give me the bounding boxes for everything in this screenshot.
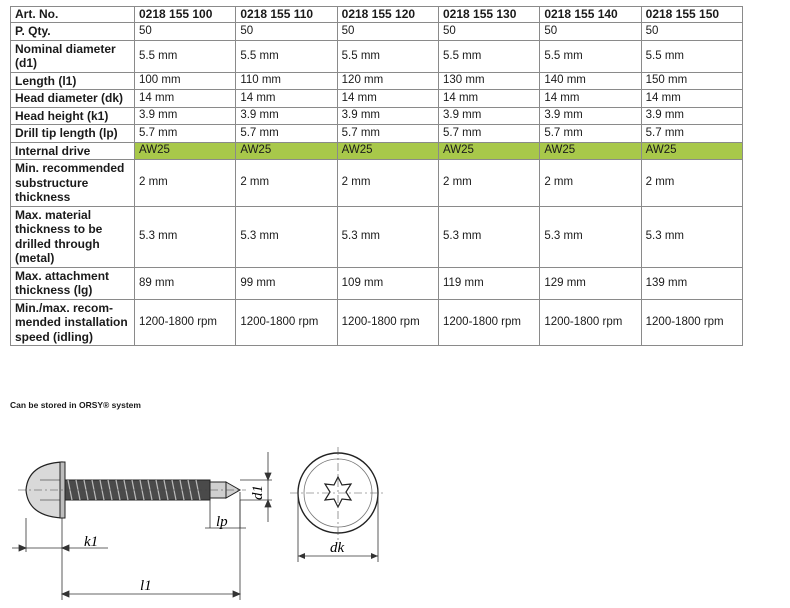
cell: 5.3 mm <box>641 206 742 267</box>
header-col: 0218 155 150 <box>641 7 742 23</box>
row-label: Max. attachment thickness (lg) <box>11 267 135 299</box>
cell: 2 mm <box>641 160 742 207</box>
table-row <box>11 90 743 108</box>
storage-note: Can be stored in ORSY® system <box>10 400 141 410</box>
row-label: Drill tip length (lp) <box>11 125 135 143</box>
cell: 5.3 mm <box>337 206 438 267</box>
cell: 50 <box>337 23 438 41</box>
cell: 5.7 mm <box>540 125 641 143</box>
cell: 140 mm <box>540 72 641 90</box>
cell: AW25 <box>337 142 438 160</box>
row-label: P. Qty. <box>11 23 135 41</box>
cell: 100 mm <box>135 72 236 90</box>
row-label: Max. material thickness to be drilled through (metal) <box>11 206 135 267</box>
cell: 1200-1800 rpm <box>337 299 438 346</box>
screw-technical-drawing <box>0 420 790 608</box>
cell: AW25 <box>438 142 539 160</box>
cell: 5.5 mm <box>641 40 742 72</box>
cell: 1200-1800 rpm <box>540 299 641 346</box>
cell: 14 mm <box>438 90 539 108</box>
cell: 130 mm <box>438 72 539 90</box>
cell: 3.9 mm <box>236 107 337 125</box>
cell: AW25 <box>641 142 742 160</box>
table-row <box>11 267 743 299</box>
header-col: 0218 155 120 <box>337 7 438 23</box>
label-d1: d1 <box>250 485 266 500</box>
header-label: Art. No. <box>11 7 135 23</box>
cell: 2 mm <box>135 160 236 207</box>
row-label: Head diameter (dk) <box>11 90 135 108</box>
cell: 2 mm <box>337 160 438 207</box>
cell: 5.5 mm <box>438 40 539 72</box>
row-label: Internal drive <box>11 142 135 160</box>
cell: 109 mm <box>337 267 438 299</box>
cell: 14 mm <box>641 90 742 108</box>
cell: 5.7 mm <box>135 125 236 143</box>
row-label: Min. recommended substructure thickness <box>11 160 135 207</box>
row-label: Nominal diameter (d1) <box>11 40 135 72</box>
cell: 5.5 mm <box>337 40 438 72</box>
cell: 119 mm <box>438 267 539 299</box>
cell: 89 mm <box>135 267 236 299</box>
cell: 2 mm <box>540 160 641 207</box>
table-row-highlighted <box>11 142 743 160</box>
cell: 5.3 mm <box>135 206 236 267</box>
cell: AW25 <box>540 142 641 160</box>
cell: 5.7 mm <box>438 125 539 143</box>
cell: 129 mm <box>540 267 641 299</box>
table-row <box>11 23 743 41</box>
header-col: 0218 155 140 <box>540 7 641 23</box>
cell: 5.7 mm <box>337 125 438 143</box>
cell: 5.5 mm <box>540 40 641 72</box>
cell: 3.9 mm <box>540 107 641 125</box>
cell: AW25 <box>236 142 337 160</box>
cell: 139 mm <box>641 267 742 299</box>
cell: AW25 <box>135 142 236 160</box>
header-col: 0218 155 110 <box>236 7 337 23</box>
cell: 1200-1800 rpm <box>236 299 337 346</box>
cell: 50 <box>540 23 641 41</box>
cell: 1200-1800 rpm <box>438 299 539 346</box>
table-row <box>11 107 743 125</box>
row-label: Head height (k1) <box>11 107 135 125</box>
cell: 2 mm <box>236 160 337 207</box>
cell: 3.9 mm <box>438 107 539 125</box>
table-header-row <box>11 7 743 23</box>
cell: 120 mm <box>337 72 438 90</box>
cell: 150 mm <box>641 72 742 90</box>
table-row <box>11 160 743 207</box>
cell: 5.5 mm <box>236 40 337 72</box>
cell: 5.7 mm <box>641 125 742 143</box>
label-k1: k1 <box>84 534 99 550</box>
header-col: 0218 155 130 <box>438 7 539 23</box>
cell: 5.5 mm <box>135 40 236 72</box>
cell: 3.9 mm <box>135 107 236 125</box>
label-dk: dk <box>330 540 345 556</box>
cell: 50 <box>641 23 742 41</box>
table-row <box>11 40 743 72</box>
cell: 3.9 mm <box>337 107 438 125</box>
cell: 14 mm <box>236 90 337 108</box>
cell: 50 <box>438 23 539 41</box>
cell: 110 mm <box>236 72 337 90</box>
cell: 1200-1800 rpm <box>135 299 236 346</box>
header-col: 0218 155 100 <box>135 7 236 23</box>
cell: 50 <box>236 23 337 41</box>
cell: 5.3 mm <box>540 206 641 267</box>
cell: 14 mm <box>337 90 438 108</box>
cell: 3.9 mm <box>641 107 742 125</box>
cell: 5.3 mm <box>236 206 337 267</box>
table-row <box>11 299 743 346</box>
cell: 14 mm <box>540 90 641 108</box>
cell: 14 mm <box>135 90 236 108</box>
label-lp: lp <box>216 514 228 530</box>
table-row <box>11 206 743 267</box>
cell: 2 mm <box>438 160 539 207</box>
table-row <box>11 125 743 143</box>
cell: 99 mm <box>236 267 337 299</box>
cell: 5.7 mm <box>236 125 337 143</box>
cell: 1200-1800 rpm <box>641 299 742 346</box>
cell: 5.3 mm <box>438 206 539 267</box>
label-l1: l1 <box>140 578 152 594</box>
row-label: Min./max. recommended installation speed (idling) <box>11 299 135 346</box>
spec-table <box>10 6 743 346</box>
row-label: Length (l1) <box>11 72 135 90</box>
cell: 50 <box>135 23 236 41</box>
table-row <box>11 72 743 90</box>
